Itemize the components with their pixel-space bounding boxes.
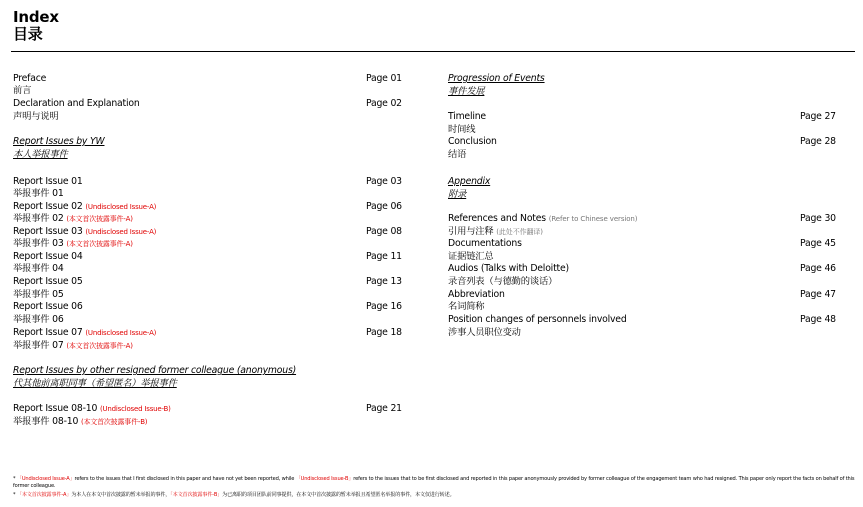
issue-label-zh: 举报事件 07 (本文首次披露事件-A) <box>13 340 133 351</box>
section-heading-appendix[interactable]: Appendix <box>448 176 491 187</box>
header-divider <box>11 51 855 52</box>
declaration-label[interactable]: Declaration and Explanation <box>13 98 140 109</box>
documentations-page: Page 45 <box>800 238 836 249</box>
timeline-label-zh: 时间线 <box>448 124 476 135</box>
issue-label-zh: 举报事件 03 (本文首次披露事件-A) <box>13 238 133 249</box>
documentations-label-zh: 证据链汇总 <box>448 251 494 262</box>
references-label-zh: 引用与注释 (此处不作翻译) <box>448 226 543 237</box>
footnote-en: * 「Undisclosed Issue-A」refers to the issues that I first disclosed in this paper and have not yet been reported, while 「Undisclosed Issue-B」refers to the issues that to be first disclosed and reported in this paper anonymously provided by former colleague of the engagement team who had resigned. This paper only report the facts on behalf of this former colleague. <box>13 476 855 489</box>
abbreviation-page: Page 47 <box>800 289 836 300</box>
section-heading-appendix-zh: 附录 <box>448 189 467 200</box>
abbreviation-label-zh: 名词简称 <box>448 301 485 312</box>
timeline-page: Page 27 <box>800 111 836 122</box>
undisclosed-tag: (Undisclosed Issue-A) <box>85 228 157 236</box>
footnote-zh: * 「本文首次披露事件-A」为本人在本文中首次披露的暂未举报的事件，「本文首次披露事件-B」为已离职的项目团队前同事提供，在本文中首次披露的暂未举报且希望匿名举报的事件，本文仅进行转述。 <box>13 492 455 498</box>
undisclosed-tag-zh: (本文首次披露事件-A) <box>66 342 133 350</box>
abbreviation-label[interactable]: Abbreviation <box>448 289 505 300</box>
undisclosed-tag-zh: (本文首次披露事件-A) <box>66 215 133 223</box>
issue-label[interactable]: Report Issue 02 (Undisclosed Issue-A) <box>13 201 157 212</box>
section-heading-yw-zh: 本人举报事件 <box>13 149 68 160</box>
index-title <box>13 9 59 43</box>
section-heading-progression-zh: 事件发展 <box>448 86 485 97</box>
position-changes-page: Page 48 <box>800 314 836 325</box>
section-heading-yw[interactable]: Report Issues by YW <box>13 136 105 147</box>
audios-label-zh: 录音列表（与德勤的谈话） <box>448 276 558 287</box>
conclusion-page: Page 28 <box>800 136 836 147</box>
title-en: Index <box>13 8 59 26</box>
issue-0810-label[interactable]: Report Issue 08-10 (Undisclosed Issue-B) <box>13 403 171 414</box>
issue-page: Page 16 <box>366 301 402 312</box>
issue-label-zh: 举报事件 01 <box>13 188 64 199</box>
declaration-label-zh: 声明与说明 <box>13 111 59 122</box>
issue-page: Page 11 <box>366 251 402 262</box>
references-note: (Refer to Chinese version) <box>548 215 638 223</box>
issue-label[interactable]: Report Issue 01 <box>13 176 83 187</box>
issue-label[interactable]: Report Issue 07 (Undisclosed Issue-A) <box>13 327 157 338</box>
issue-label-zh: 举报事件 02 (本文首次披露事件-A) <box>13 213 133 224</box>
issue-label[interactable]: Report Issue 05 <box>13 276 83 287</box>
audios-label[interactable]: Audios (Talks with Deloitte) <box>448 263 569 274</box>
issue-page: Page 18 <box>366 327 402 338</box>
section-heading-other-zh: 代其他前离职同事（希望匿名）举报事件 <box>13 378 177 389</box>
position-changes-label-zh: 涉事人员职位变动 <box>448 327 521 338</box>
audios-page: Page 46 <box>800 263 836 274</box>
declaration-page: Page 02 <box>366 98 402 109</box>
preface-page: Page 01 <box>366 73 402 84</box>
issue-label[interactable]: Report Issue 04 <box>13 251 83 262</box>
issue-page: Page 06 <box>366 201 402 212</box>
issue-label[interactable]: Report Issue 03 (Undisclosed Issue-A) <box>13 226 157 237</box>
section-heading-progression[interactable]: Progression of Events <box>448 73 545 84</box>
section-heading-other[interactable]: Report Issues by other resigned former colleague (anonymous) <box>13 365 297 376</box>
undisclosed-tag-zh: (本文首次披露事件-B) <box>80 418 148 426</box>
undisclosed-tag: (Undisclosed Issue-B) <box>99 405 171 413</box>
undisclosed-tag-zh: (本文首次披露事件-A) <box>66 240 133 248</box>
issue-page: Page 13 <box>366 276 402 287</box>
preface-label[interactable]: Preface <box>13 73 47 84</box>
undisclosed-tag: (Undisclosed Issue-A) <box>85 329 157 337</box>
documentations-label[interactable]: Documentations <box>448 238 522 249</box>
issue-label-zh: 举报事件 06 <box>13 314 64 325</box>
conclusion-label[interactable]: Conclusion <box>448 136 497 147</box>
issue-0810-label-zh: 举报事件 08-10 (本文首次披露事件-B) <box>13 416 148 427</box>
timeline-label[interactable]: Timeline <box>448 111 486 122</box>
references-label[interactable]: References and Notes (Refer to Chinese version) <box>448 213 638 224</box>
references-page: Page 30 <box>800 213 836 224</box>
title-zh: 目录 <box>13 25 43 43</box>
issue-label-zh: 举报事件 05 <box>13 289 64 300</box>
references-note-zh: (此处不作翻译) <box>496 228 543 236</box>
issue-label[interactable]: Report Issue 06 <box>13 301 83 312</box>
preface-label-zh: 前言 <box>13 85 32 96</box>
issue-label-zh: 举报事件 04 <box>13 263 64 274</box>
position-changes-label[interactable]: Position changes of personnels involved <box>448 314 627 325</box>
issue-page: Page 03 <box>366 176 402 187</box>
issue-page: Page 08 <box>366 226 402 237</box>
undisclosed-tag: (Undisclosed Issue-A) <box>85 203 157 211</box>
conclusion-label-zh: 结语 <box>448 149 467 160</box>
issue-0810-page: Page 21 <box>366 403 402 414</box>
